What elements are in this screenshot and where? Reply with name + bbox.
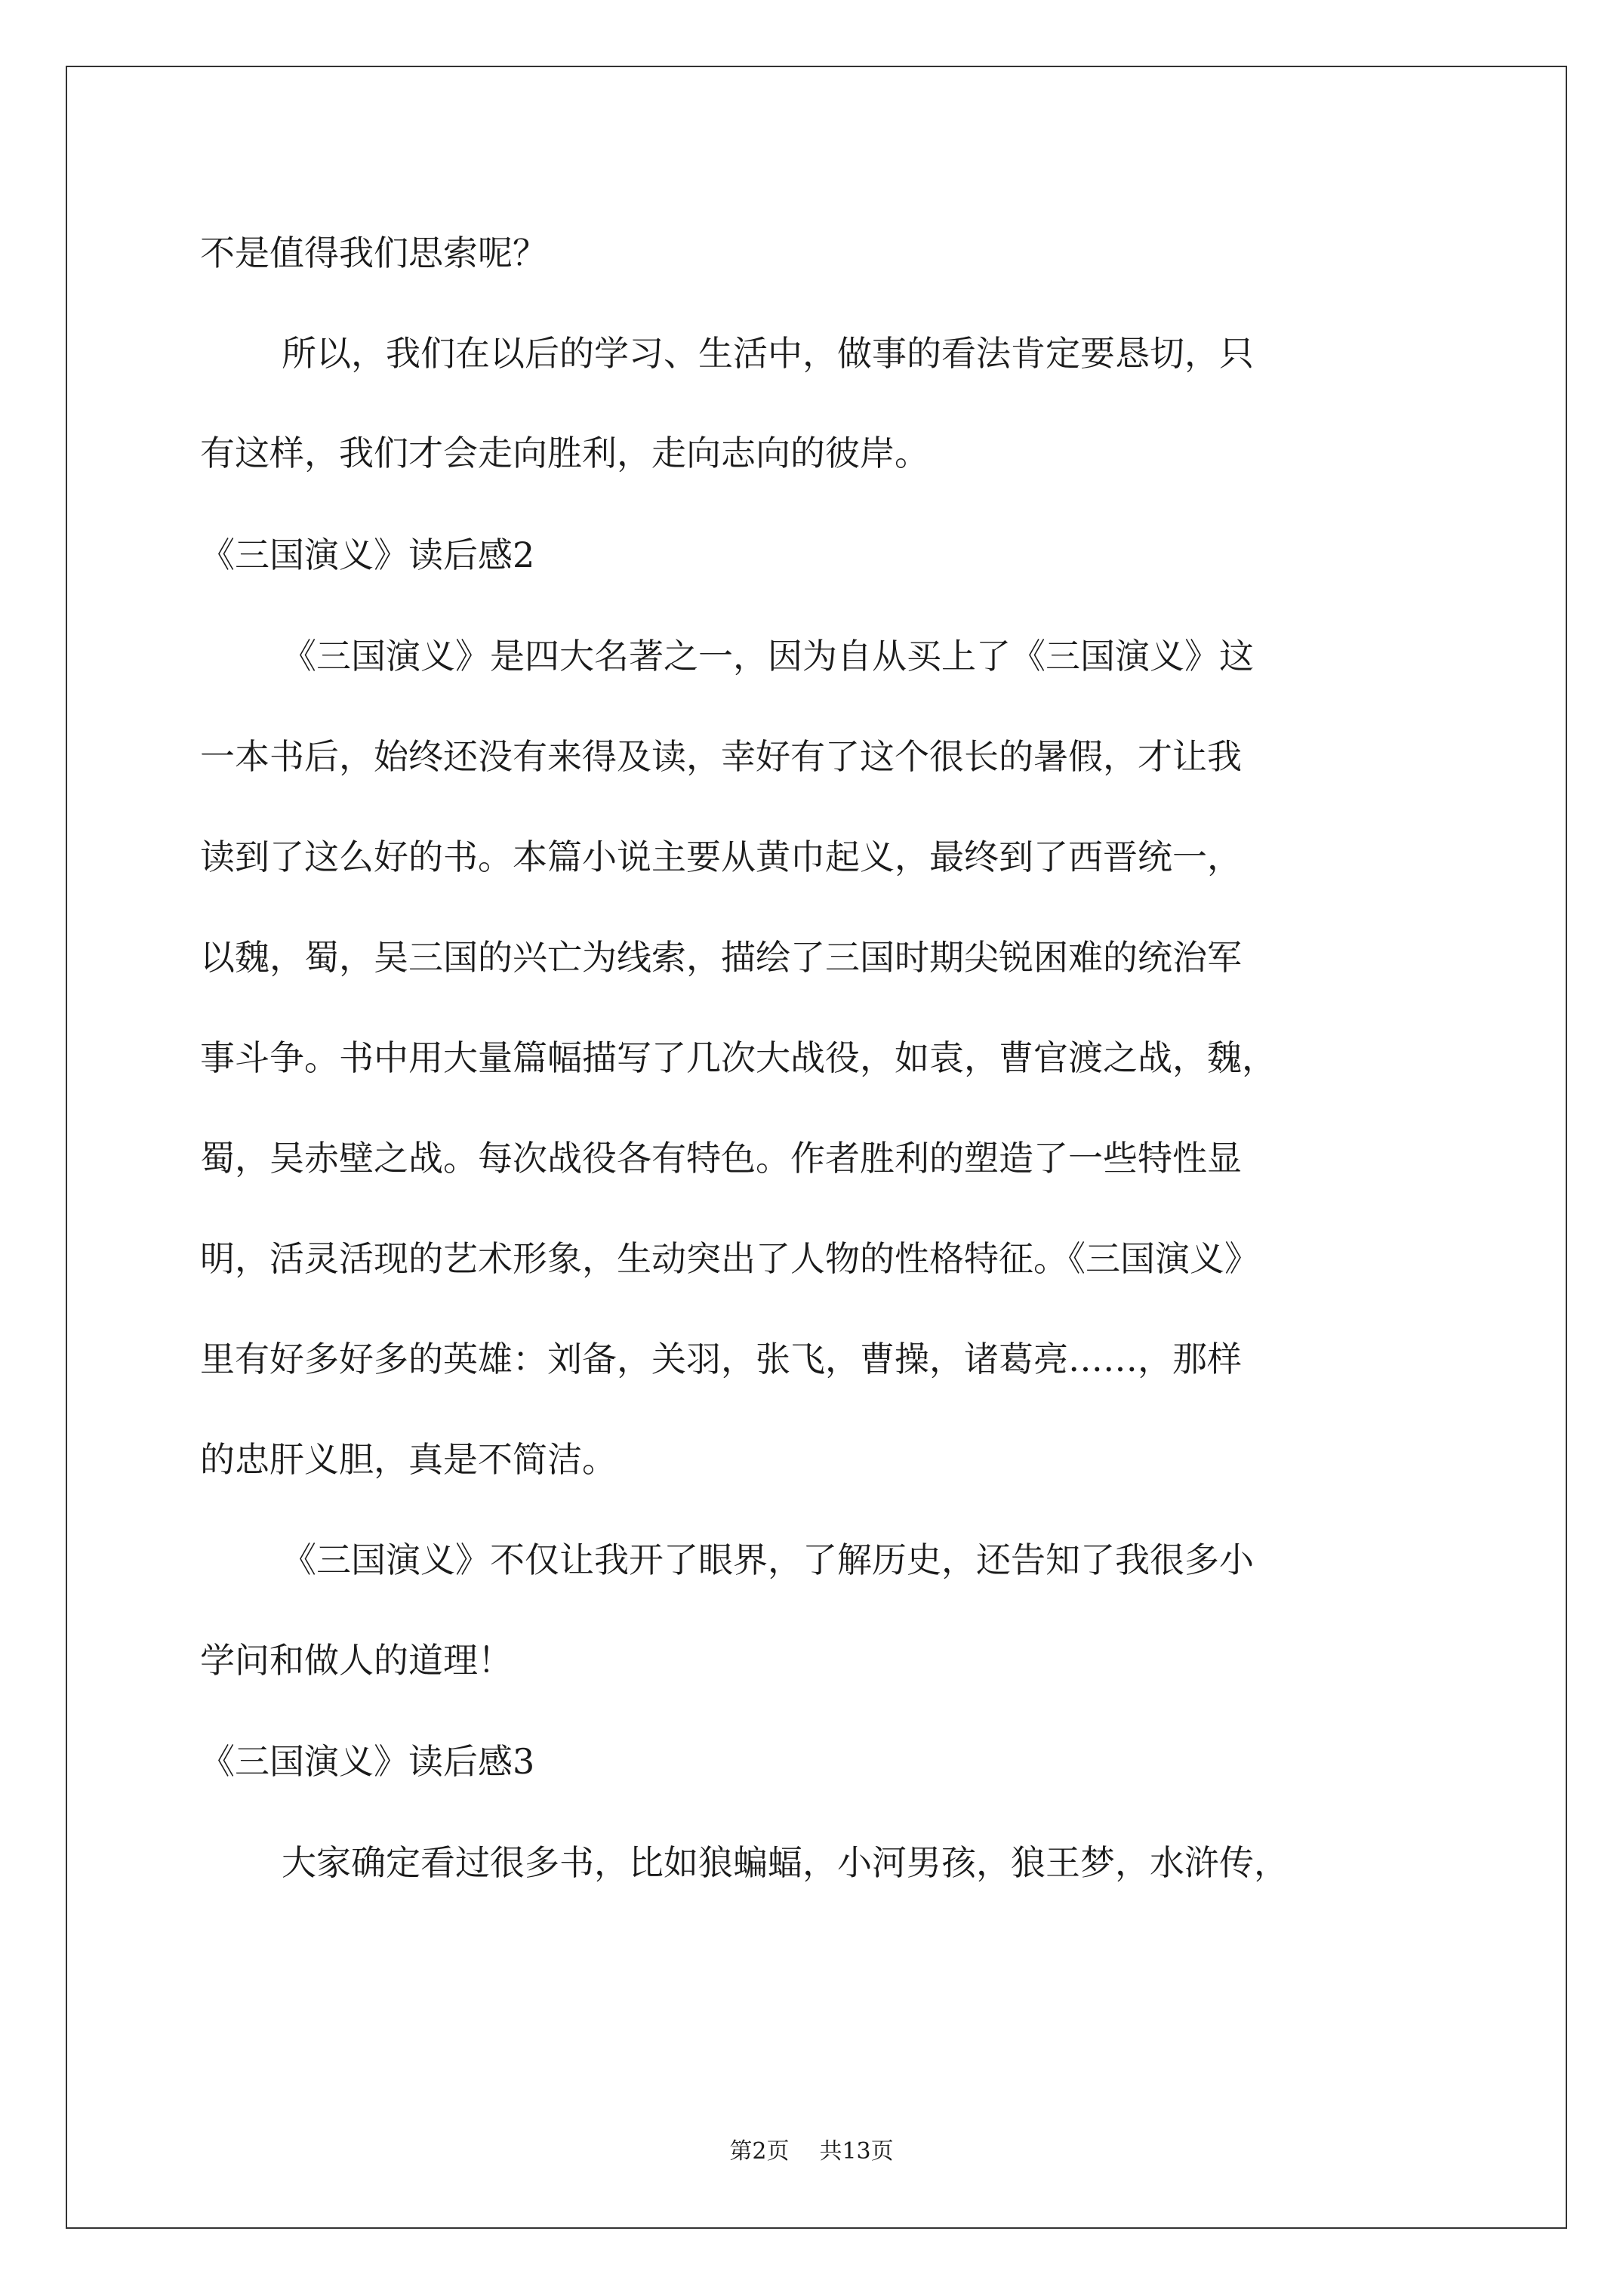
text-line: 学问和做人的道理！: [200, 1640, 513, 1681]
text-line: 以魏，蜀，吴三国的兴亡为线索，描绘了三国时期尖锐困难的统治军: [200, 937, 1242, 978]
section-heading: 《三国演义》读后感2: [200, 535, 535, 575]
page-footer: [0, 2137, 1623, 2167]
text-line: 蜀，吴赤壁之战。每次战役各有特色。作者胜利的塑造了一些特性显: [200, 1138, 1242, 1179]
page-number-total: 共13页: [819, 2138, 894, 2165]
text-line: 的忠肝义胆，真是不简洁。: [200, 1439, 617, 1480]
text-line: 事斗争。书中用大量篇幅描写了几次大战役，如袁，曹官渡之战，魏，: [200, 1037, 1277, 1078]
paragraph-start-line: 《三国演义》是四大名著之一，因为自从买上了《三国演义》这: [282, 636, 1254, 676]
section-heading: 《三国演义》读后感3: [200, 1741, 535, 1782]
text-line: 有这样，我们才会走向胜利，走向志向的彼岸。: [200, 433, 929, 473]
text-line: 一本书后，始终还没有来得及读，幸好有了这个很长的暑假，才让我: [200, 736, 1242, 777]
text-line: 里有好多好多的英雄：刘备，关羽，张飞，曹操，诸葛亮……，那样: [200, 1339, 1242, 1379]
paragraph-start-line: 所以，我们在以后的学习、生活中，做事的看法肯定要恳切，只: [282, 333, 1254, 374]
text-line: 读到了这么好的书。本篇小说主要从黄巾起义，最终到了西晋统一，: [200, 837, 1242, 877]
paragraph-start-line: 《三国演义》不仅让我开了眼界，了解历史，还告知了我很多小: [282, 1539, 1254, 1580]
text-line: 不是值得我们思索呢？: [200, 233, 547, 273]
text-line: 明，活灵活现的艺术形象，生动突出了人物的性格特征。《三国演义》: [200, 1238, 1259, 1279]
page-number-current: 第2页: [729, 2138, 790, 2165]
paragraph-start-line: 大家确定看过很多书，比如狼蝙蝠，小河男孩，狼王梦，水浒传，: [282, 1842, 1289, 1883]
